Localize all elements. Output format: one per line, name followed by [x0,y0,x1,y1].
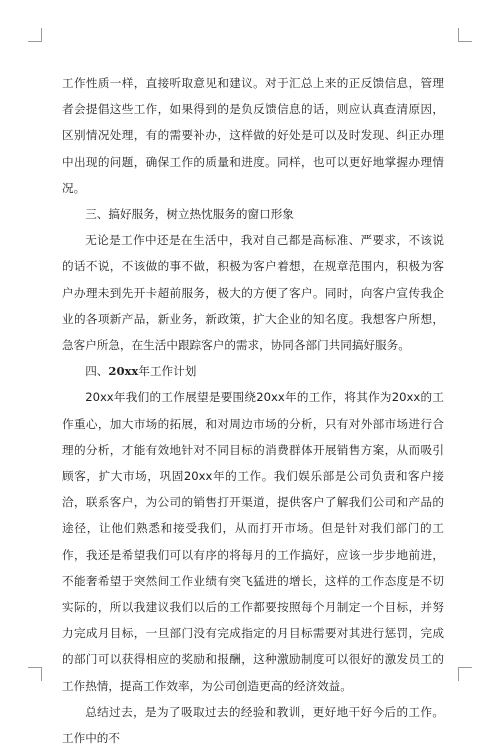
paragraph-feedback: 工作性质一样，直接听取意见和建议。对于汇总上来的正反馈信息，管理者会提倡这些工作，如果得到的是负反馈信息的话，则应认真查清原因，区别情况处理，有的需要补办，这样做的好处是可以及时发现、纠正办理中出现的问题，确保工作的质量和进度。同样，也可以更好地掌握办理情况。 [62,76,444,195]
document-body [62,70,444,751]
heading-year: 20xx [108,364,139,379]
paragraph-plan: 20xx年我们的工作展望是要围绕20xx年的工作，将其作为20xx的工作重心，加大市场的拓展，和对周边市场的分析，只有对外部市场进行合理的分析，才能有效地针对不同目标的消费群体开展销售方案，从而吸引顾客，扩大市场，巩固20xx年的工作。我们娱乐部是公司负责和客户接洽，联系客户，为公司的销售打开渠道，提供客户了解我们公司和产品的途径，让他们熟悉和接受我们，从而打开市场。但是针对我们部门的工作，我还是希望我们可以有序的将每月的工作搞好，应该一步步地前进，不能奢希望于突然间工作业绩有突飞猛进的增长，这样的工作态度是不切实际的，所以我建议我们以后的工作都要按照每个月制定一个目标，并努力完成月目标，一旦部门没有完成指定的月目标需要对其进行惩罚，完成的部门可以获得相应的奖励和报酬，这种激励制度可以很好的激发员工的工作热情，提高工作效率，为公司创造更高的经济效益。 [62,390,444,693]
crop-mark-bottom-right [458,667,472,681]
crop-mark-bottom-left [28,667,42,681]
heading-suffix: 年工作计划 [138,364,197,379]
section-heading-service: 三、搞好服务，树立热忱服务的窗口形象 [85,207,294,222]
crop-mark-top-left [28,28,42,42]
paragraph-service: 无论是工作中还是在生活中，我对自己都是高标准、严要求，不该说的话不说，不该做的事不做，积极为客户着想，在规章范围内，积极为客户办理未到先开卡超前服务，极大的方便了客户。同时，向客户宣传我企业的各项新产品，新业务，新政策，扩大企业的知名度。我想客户所想，急客户所急，在生活中跟踪客户的需求，协同各部门共同搞好服务。 [62,233,444,353]
section-heading-plan [62,358,444,384]
crop-mark-top-right [458,28,472,42]
paragraph-summary: 总结过去，是为了吸取过去的经验和教训，更好地干好今后的工作。工作中的不 [62,704,444,746]
heading-prefix: 四、 [85,364,109,379]
